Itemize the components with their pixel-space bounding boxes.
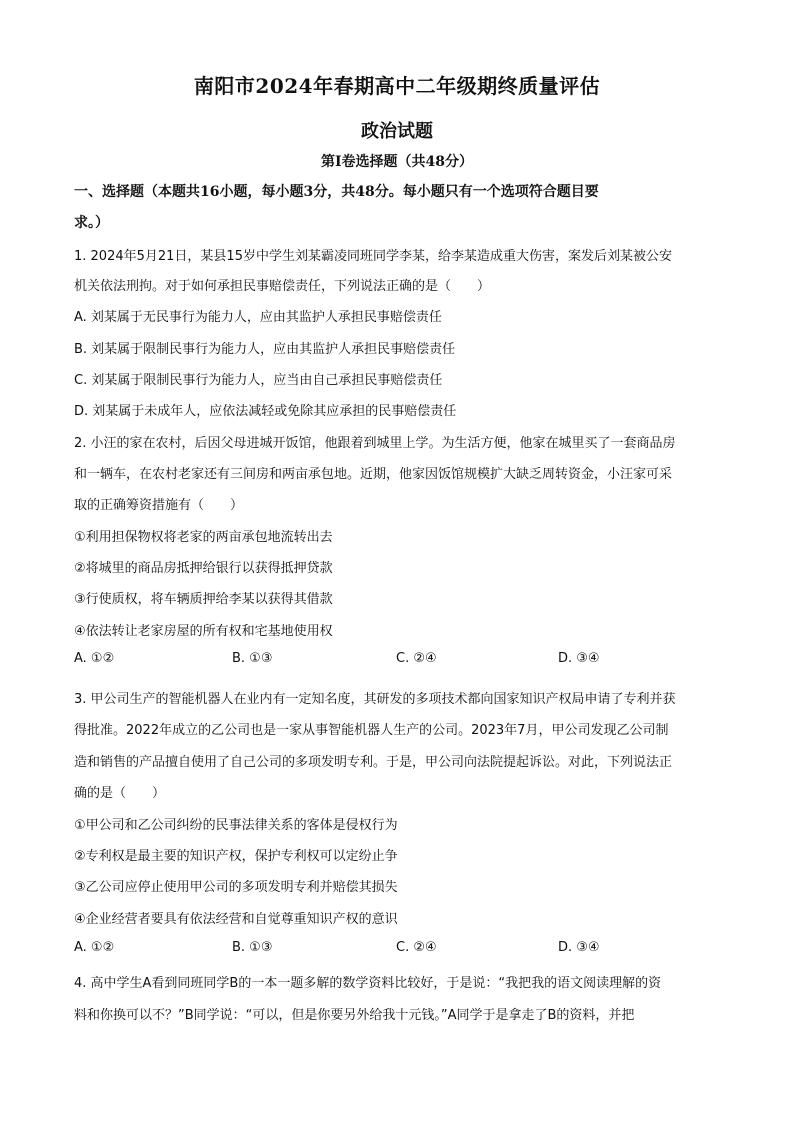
exam-title: 南阳市2024年春期高中二年级期终质量评估: [193, 74, 601, 98]
q3-stem-line-3: 造和销售的产品擅自使用了自己公司的多项发明专利。于是，甲公司向法院提起诉讼。对此，下列说法正: [74, 755, 673, 770]
q1-option-d: D. 刘某属于未成年人，应依法减轻或免除其应承担的民事赔偿责任: [74, 404, 457, 419]
subject-title: 政治试题: [361, 121, 433, 142]
q3-statement-2: ②专利权是最主要的知识产权，保护专利权可以定纷止争: [74, 849, 398, 864]
q3-option-b: B. ①③: [232, 940, 273, 955]
section-heading: [74, 177, 724, 239]
q3-statement-3: ③乙公司应停止使用甲公司的多项发明专利并赔偿其损失: [74, 880, 398, 895]
q2-stem-line-3: 取的正确筹资措施有（ ）: [74, 498, 244, 513]
section-heading-line-1: 一、选择题（本题共16小题，每小题3分，共48分。每小题只有一个选项符合题目要: [74, 184, 599, 200]
q2-statement-1: ①利用担保物权将老家的两亩承包地流转出去: [74, 530, 333, 545]
q2-statement-3: ③行使质权，将车辆质押给李某以获得其借款: [74, 592, 333, 607]
q4-stem-line-2: 料和你换可以不？”B同学说：“可以，但是你要另外给我十元钱。”A同学于是拿走了B的资料，并把: [74, 1008, 635, 1023]
q2-statement-2: ②将城里的商品房抵押给银行以获得抵押贷款: [74, 561, 333, 576]
q2-statement-4: ④依法转让老家房屋的所有权和宅基地使用权: [74, 624, 333, 639]
section-heading-line-2: 求。）: [74, 215, 109, 231]
q1-option-c: C. 刘某属于限制民事行为能力人，应当由自己承担民事赔偿责任: [74, 373, 443, 388]
q3-stem-line-4: 确的是（ ）: [74, 786, 166, 801]
q1-stem-line-1: 1. 2024年5月21日，某县15岁中学生刘某霸凌同班同学李某，给李某造成重大伤害，案发后刘某被公安: [74, 249, 672, 264]
volume-title: 第Ⅰ卷选择题（共48分）: [320, 154, 474, 170]
q3-stem-line-2: 得批准。2022年成立的乙公司也是一家从事智能机器人生产的公司。2023年7月，甲公司发现乙公司制: [74, 723, 669, 738]
q3-option-d: D. ③④: [558, 940, 600, 955]
q4-stem-line-1: 4. 高中学生A看到同班同学B的一本一题多解的数学资料比较好，于是说：“我把我的语文阅读理解的资: [74, 976, 662, 991]
q3-statement-4: ④企业经营者要具有依法经营和自觉尊重知识产权的意识: [74, 912, 398, 927]
q1-stem-line-2: 机关依法刑拘。对于如何承担民事赔偿责任，下列说法正确的是（ ）: [74, 279, 491, 294]
q3-statement-1: ①甲公司和乙公司纠纷的民事法律关系的客体是侵权行为: [74, 818, 398, 833]
q3-stem-line-1: 3. 甲公司生产的智能机器人在业内有一定知名度，其研发的多项技术都向国家知识产权局申请了专利并获: [74, 692, 676, 707]
q2-option-c: C. ②④: [396, 651, 437, 666]
q3-options: [74, 940, 724, 960]
q2-stem-line-2: 和一辆车，在农村老家还有三间房和两亩承包地。近期，他家因饭馆规模扩大缺乏周转资金，小汪家可采: [74, 467, 673, 482]
q2-option-b: B. ①③: [232, 651, 273, 666]
q1-option-b: B. 刘某属于限制民事行为能力人，应由其监护人承担民事赔偿责任: [74, 342, 456, 357]
q2-option-a: A. ①②: [74, 651, 115, 666]
q3-option-a: A. ①②: [74, 940, 115, 955]
q2-options: [74, 651, 724, 671]
q2-stem-line-1: 2. 小汪的家在农村，后因父母进城开饭馆，他跟着到城里上学。为生活方便，他家在城里买了一套商品房: [74, 436, 676, 451]
q3-option-c: C. ②④: [396, 940, 437, 955]
q2-option-d: D. ③④: [558, 651, 600, 666]
q1-option-a: A. 刘某属于无民事行为能力人，应由其监护人承担民事赔偿责任: [74, 310, 442, 325]
